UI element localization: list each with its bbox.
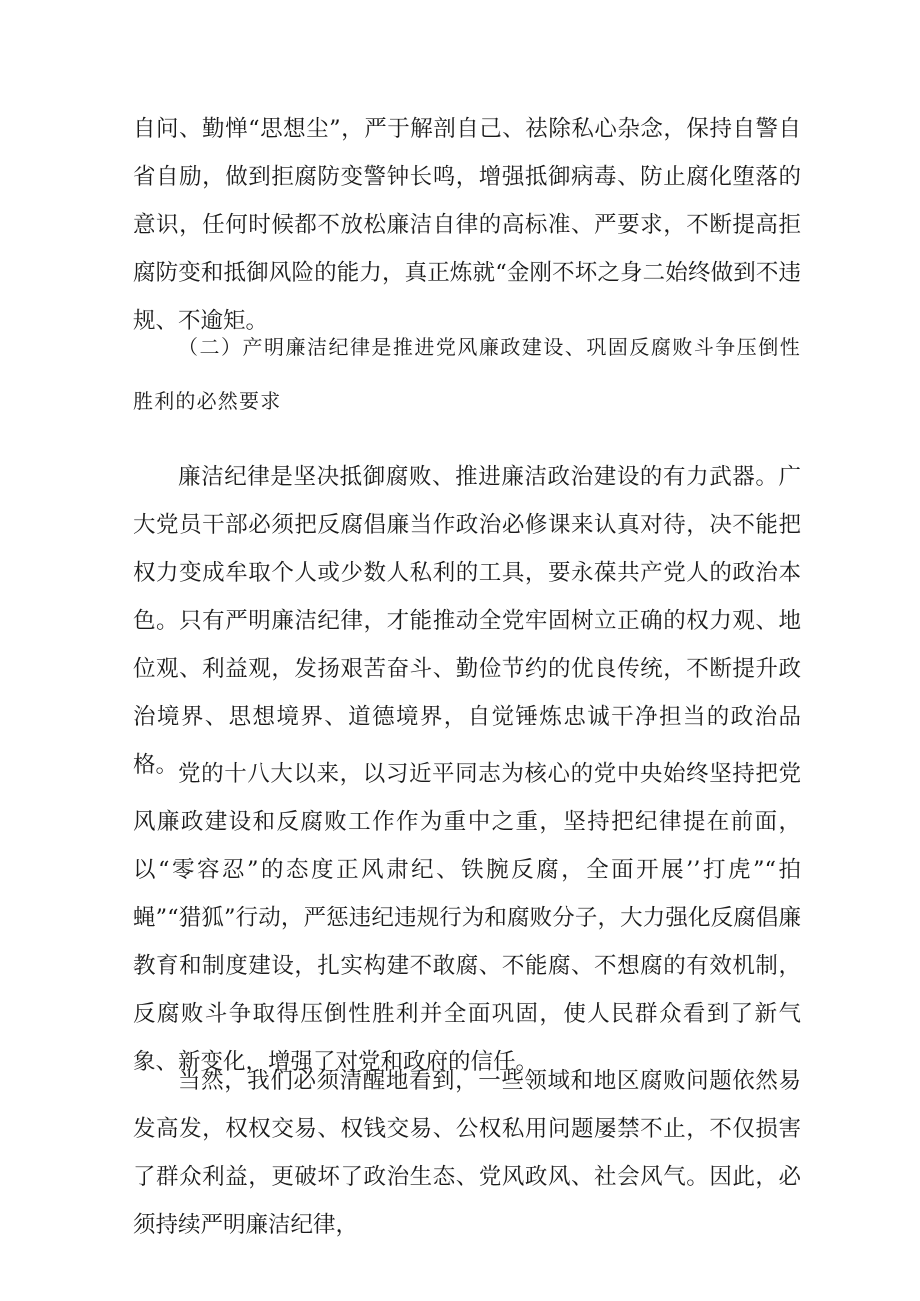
paragraph-body: 党的十八大以来，以习近平同志为核心的党中央始终坚持把党风廉政建设和反腐败工作作为重中之重，坚持把纪律提在前面，以“零容忍”的态度正风肃纪、铁腕反腐，全面开展’’打虎”“拍蝇”“猎狐”行动，严惩违纪违规行为和腐败分子，大力强化反腐倡廉教育和制度建设，扎实构建不敢腐、不能腐、不想腐的有效机制，反腐败斗争取得压倒性胜利并全面巩固，使人民群众看到了新气象、新变化，增强了对党和政府的信任。 [133,761,801,1075]
paragraph-body: 当然，我们必须清醒地看到，一些领域和地区腐败问题依然易发高发，权权交易、权钱交易、公权私用问题屡禁不止，不仅损害了群众利益，更破坏了政治生态、党风政风、社会风气。因此，必须持续严明廉洁纪律， [133,1068,801,1238]
section-heading: （二）产明廉洁纪律是推进党风廉政建设、巩固反腐败斗争压倒性胜利的必然要求 [133,335,801,413]
paragraph-continuation: 自问、勤惮“思想尘”，严于解剖自己、祛除私心杂念，保持自警自省自励，做到拒腐防变警钟长鸣，增强抵御病毒、防止腐化堕落的意识，任何时候都不放松廉洁自律的高标准、严要求，不断提高拒腐防变和抵御风险的能力，真正炼就“金刚不坏之身二始终做到不违规、不逾矩。 [133,116,801,334]
paragraph-body: 廉洁纪律是坚决抵御腐败、推进廉洁政治建设的有力武器。广大党员干部必须把反腐倡廉当作政治必修课来认真对待，决不能把权力变成牟取个人或少数人私利的工具，要永葆共产党人的政治本色。只有严明廉洁纪律，才能推动全党牢固树立正确的权力观、地位观、利益观，发扬艰苦奋斗、勤俭节约的优良传统，不断提升政治境界、思想境界、道德境界，自觉锤炼忠诚干净担当的政治品格。 [133,464,801,778]
